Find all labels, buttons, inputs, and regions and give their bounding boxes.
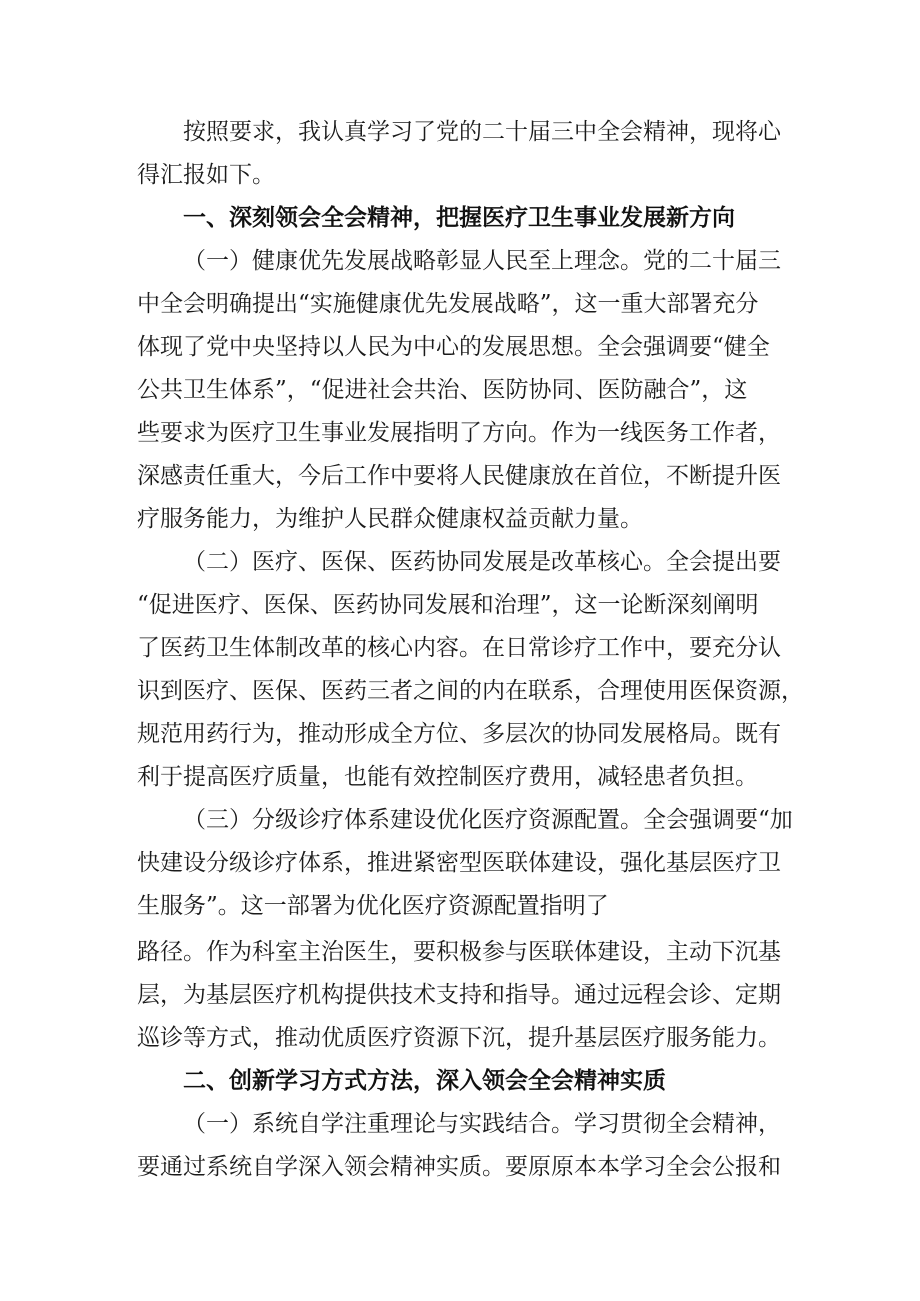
paragraph-line: 利于提高医疗质量，也能有效控制医疗费用，减轻患者负担。	[137, 764, 758, 790]
paragraph-line: 路径。作为科室主治医生，要积极参与医联体建设，主动下沉基	[137, 939, 781, 965]
paragraph-line: 深感责任重大，今后工作中要将人民健康放在首位，不断提升医	[137, 463, 781, 489]
paragraph-line: 公共卫生体系”，“促进社会共治、医防协同、医防融合”，这	[137, 377, 748, 403]
paragraph-line: 识到医疗、医保、医药三者之间的内在联系，合理使用医保资源，	[137, 678, 804, 704]
paragraph-line: “促进医疗、医保、医药协同发展和治理”，这一论断深刻阐明	[137, 592, 759, 618]
paragraph-line: （二）医疗、医保、医药协同发展是改革核心。全会提出要	[183, 549, 781, 575]
paragraph-line: 疗服务能力，为维护人民群众健康权益贡献力量。	[137, 506, 643, 532]
paragraph-line: 了医药卫生体制改革的核心内容。在日常诊疗工作中，要充分认	[137, 635, 781, 661]
paragraph-line: 中全会明确提出“实施健康优先发展战略”，这一重大部署充分	[137, 291, 759, 317]
paragraph-line: 体现了党中央坚持以人民为中心的发展思想。全会强调要“健全	[137, 334, 770, 360]
section-heading-2: 二、创新学习方式方法，深入领会全会精神实质	[183, 1068, 666, 1094]
paragraph-line: 生服务”。这一部署为优化医疗资源配置指明了	[137, 893, 609, 919]
paragraph-line: 层，为基层医疗机构提供技术支持和指导。通过远程会诊、定期	[137, 982, 781, 1008]
paragraph-line: 要通过系统自学深入领会精神实质。要原原本本学习全会公报和	[137, 1154, 781, 1180]
paragraph-line: （一）系统自学注重理论与实践结合。学习贯彻全会精神，	[183, 1111, 781, 1137]
paragraph-line: 快建设分级诊疗体系，推进紧密型医联体建设，强化基层医疗卫	[137, 850, 781, 876]
paragraph-line: 巡诊等方式，推动优质医疗资源下沉，提升基层医疗服务能力。	[137, 1025, 781, 1051]
intro-line-1: 按照要求，我认真学习了党的二十届三中全会精神，现将心	[183, 119, 781, 145]
section-heading-1: 一、深刻领会全会精神，把握医疗卫生事业发展新方向	[183, 205, 735, 231]
paragraph-line: 些要求为医疗卫生事业发展指明了方向。作为一线医务工作者，	[137, 420, 781, 446]
paragraph-line: （一）健康优先发展战略彰显人民至上理念。党的二十届三	[183, 248, 781, 274]
paragraph-line: 规范用药行为，推动形成全方位、多层次的协同发展格局。既有	[137, 721, 781, 747]
intro-line-2: 得汇报如下。	[137, 162, 275, 188]
paragraph-line: （三）分级诊疗体系建设优化医疗资源配置。全会强调要“加	[183, 807, 793, 833]
